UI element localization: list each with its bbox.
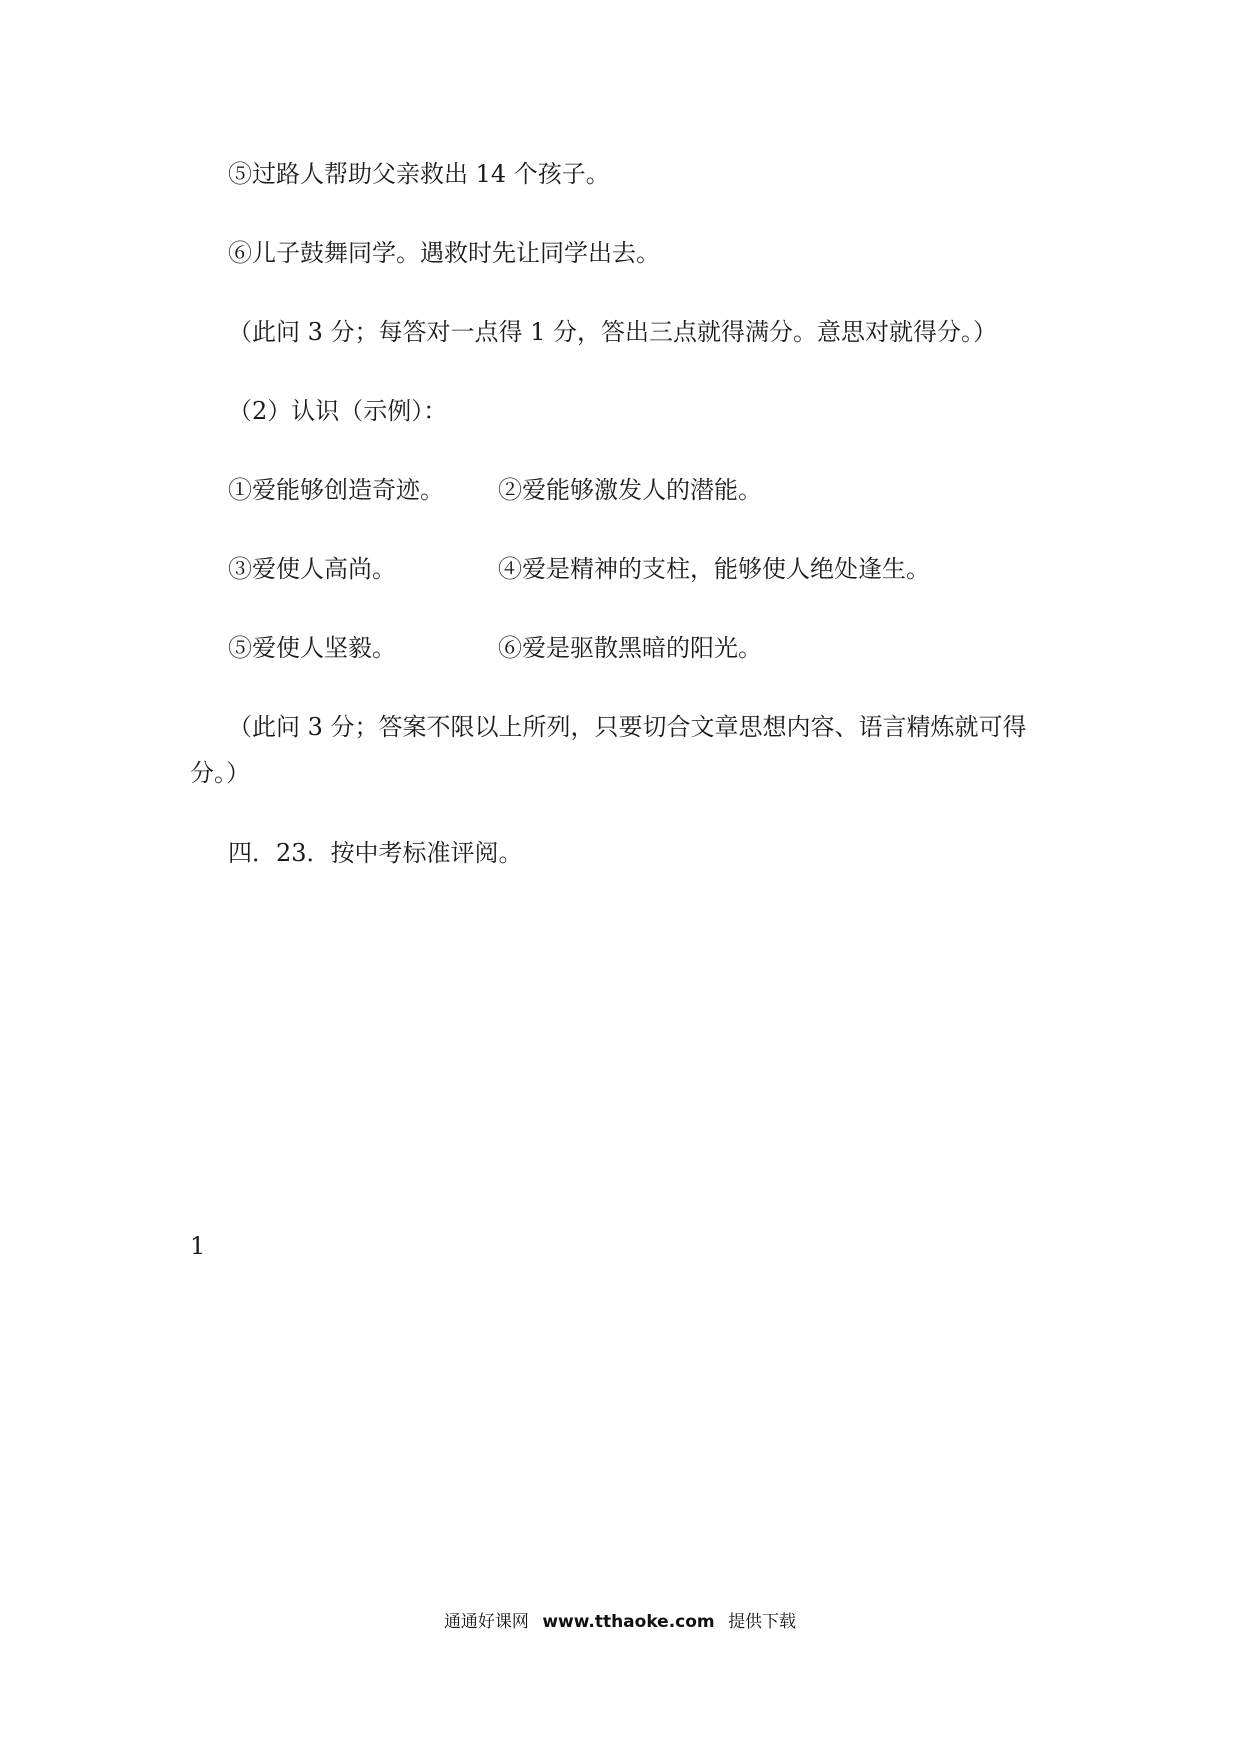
subquestion-2-heading: （2）认识（示例）：: [228, 397, 448, 425]
footer-site-name: 通通好课网: [443, 1612, 529, 1632]
scoring-note-1: （此问 3 分；每答对一点得 1 分，答出三点就得满分。意思对就得分。）: [228, 318, 998, 346]
scoring-note-2-line-1: （此问 3 分；答案不限以上所列，只要切合文章思想内容、语言精炼就可得: [228, 713, 1027, 741]
example-row-3: [228, 633, 1128, 663]
example-row-1: [228, 475, 1128, 505]
scoring-note-2-line-2: 分。）: [190, 759, 250, 787]
footer-url: www.tthaoke.com: [542, 1612, 715, 1632]
example-item-2: ②爱能够激发人的潜能。: [498, 476, 762, 504]
page-number: 1: [190, 1232, 206, 1260]
example-item-5: ⑤爱使人坚毅。: [228, 634, 396, 662]
footer-watermark: [0, 1610, 1240, 1634]
example-item-3: ③爱使人高尚。: [228, 555, 396, 583]
answer-line-6: ⑥儿子鼓舞同学。遇救时先让同学出去。: [228, 239, 660, 267]
section-4-line: 四．23．按中考标准评阅。: [228, 839, 523, 867]
footer-suffix: 提供下载: [728, 1612, 797, 1632]
answer-line-5: ⑤过路人帮助父亲救出 14 个孩子。: [228, 160, 610, 188]
example-item-4: ④爱是精神的支柱，能够使人绝处逢生。: [498, 555, 930, 583]
example-item-1: ①爱能够创造奇迹。: [228, 476, 444, 504]
example-item-6: ⑥爱是驱散黑暗的阳光。: [498, 634, 762, 662]
example-row-2: [228, 554, 1128, 584]
